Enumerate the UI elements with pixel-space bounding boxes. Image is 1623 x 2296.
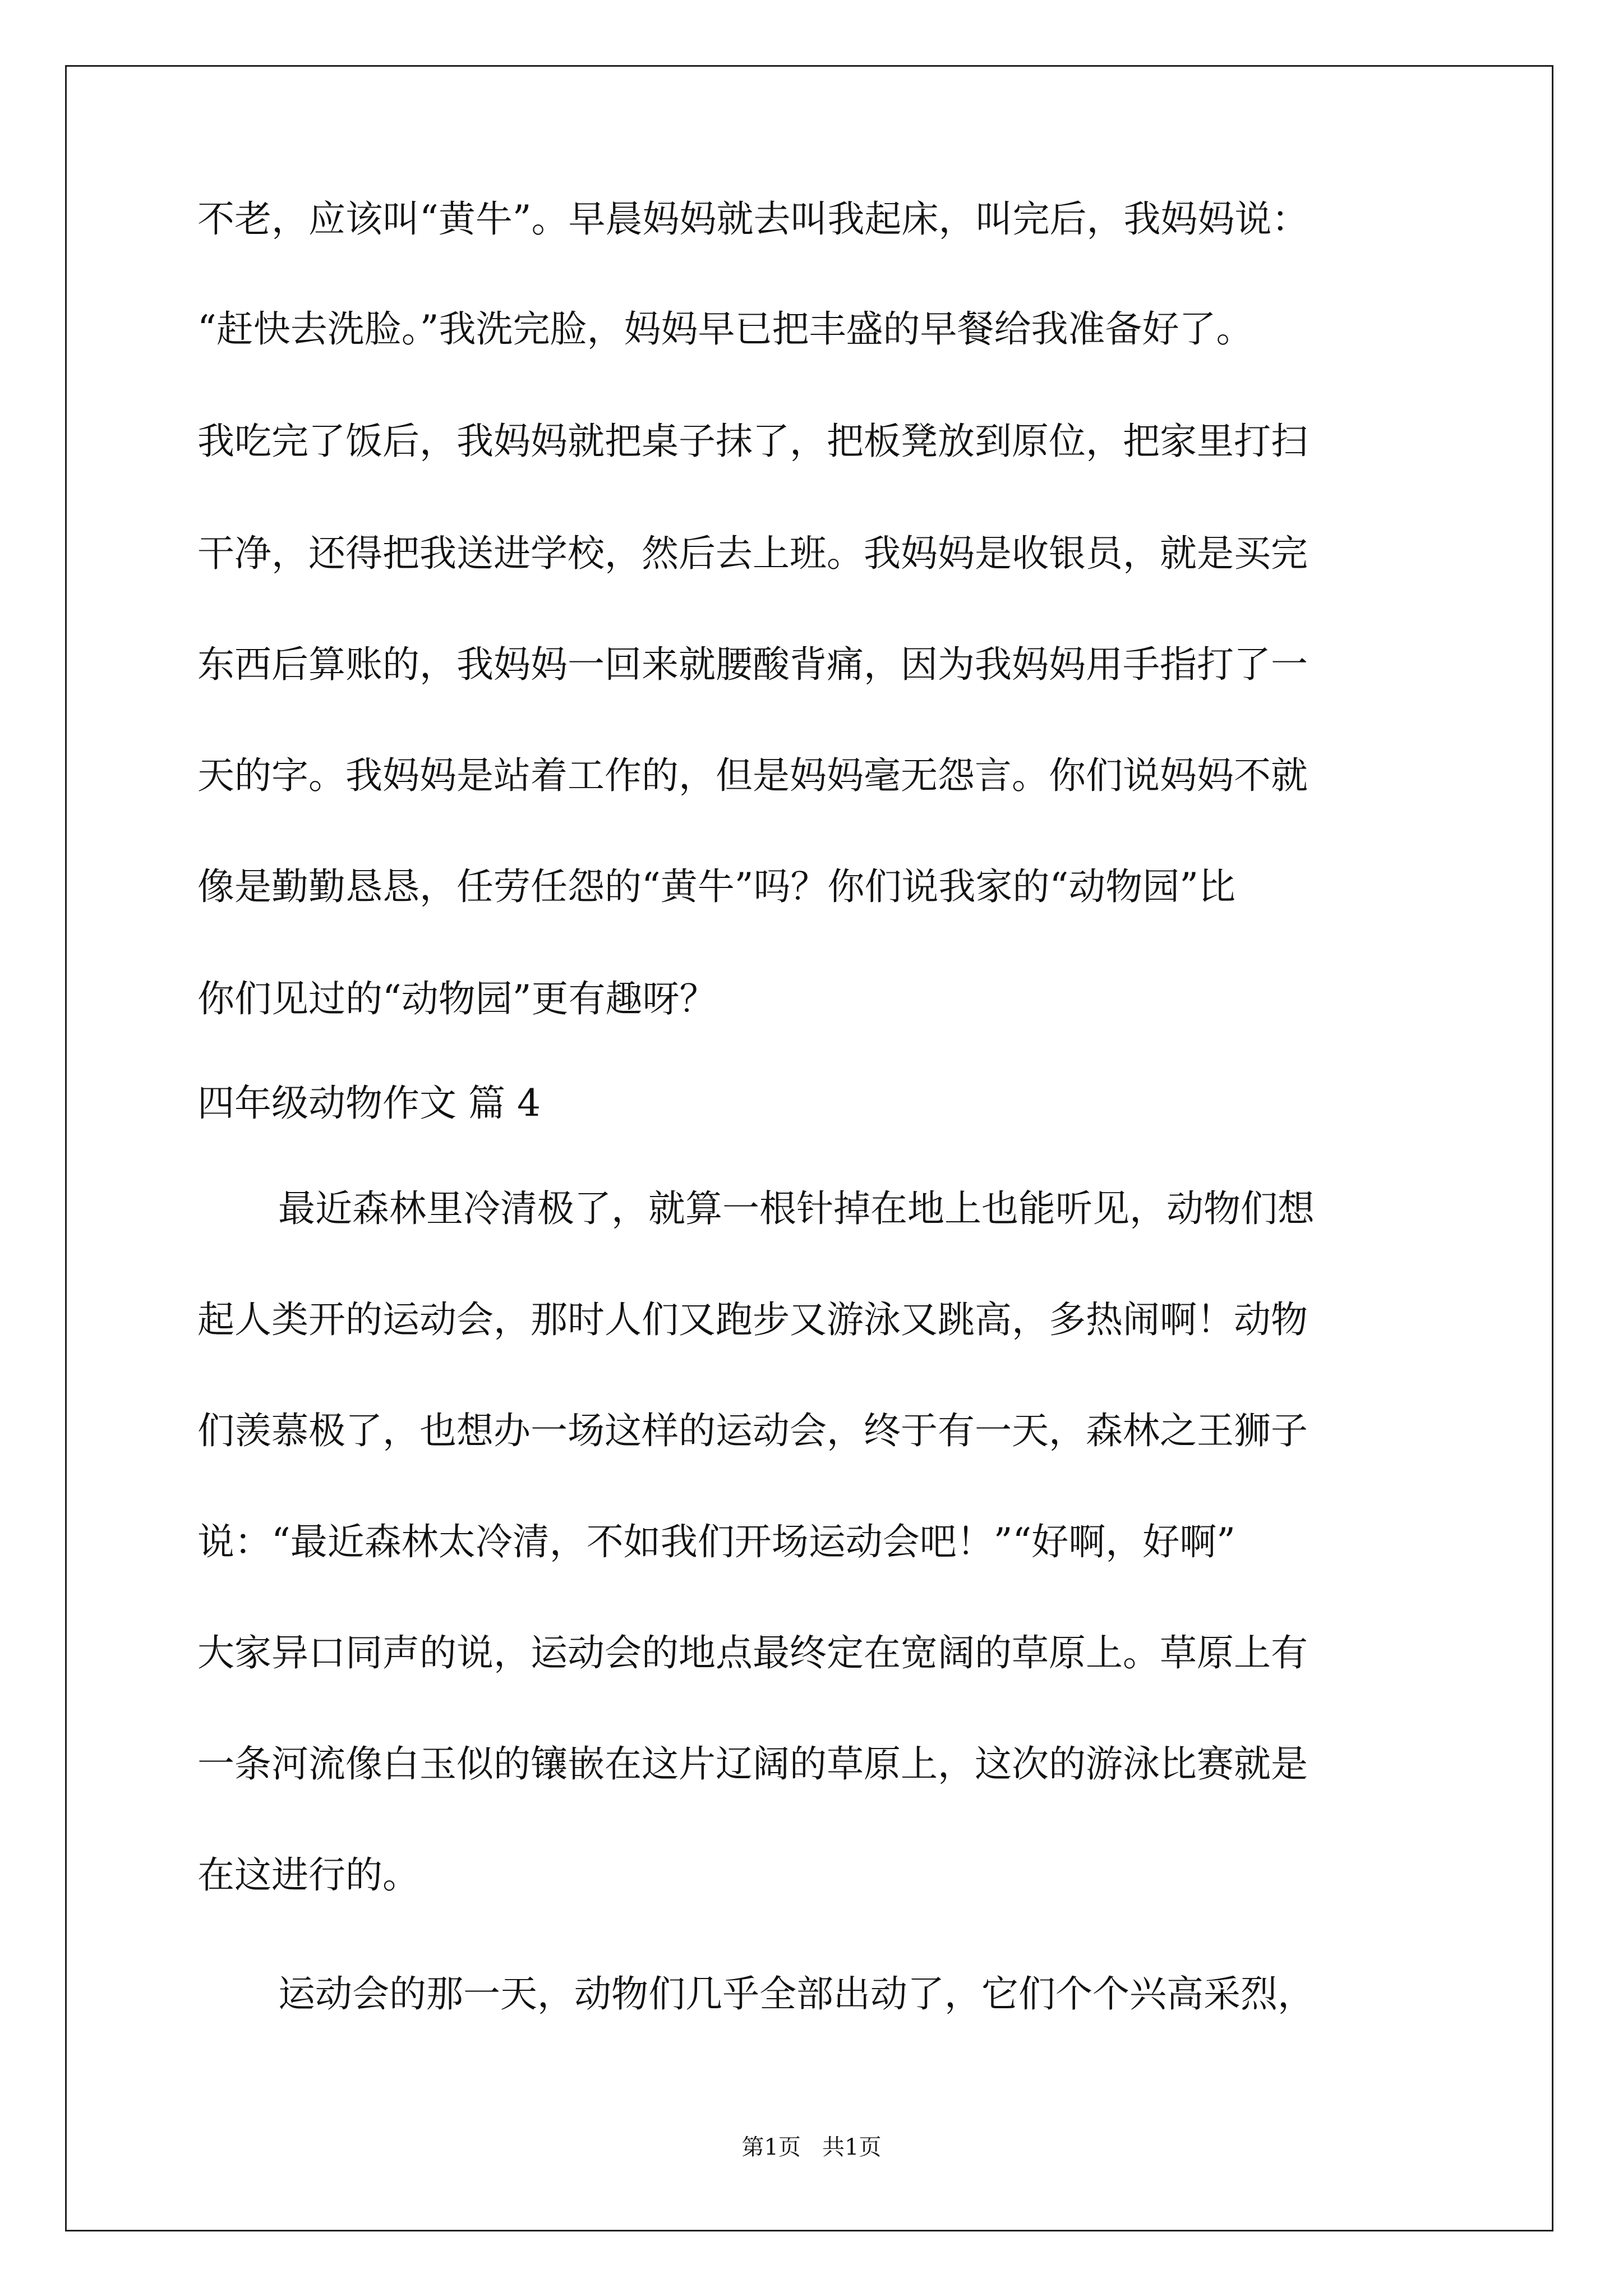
section-heading: 四年级动物作文 篇 4 — [197, 1082, 541, 1125]
text-line: 起人类开的运动会，那时人们又跑步又游泳又跳高，多热闹啊！动物 — [197, 1298, 1308, 1341]
text-line: 大家异口同声的说，运动会的地点最终定在宽阔的草原上。草原上有 — [197, 1631, 1308, 1674]
text-line: “赶快去洗脸。”我洗完脸，妈妈早已把丰盛的早餐给我准备好了。 — [197, 307, 1253, 351]
text-line: 东西后算账的，我妈妈一回来就腰酸背痛，因为我妈妈用手指打了一 — [197, 643, 1308, 686]
text-line: 干净，还得把我送进学校，然后去上班。我妈妈是收银员，就是买完 — [197, 532, 1308, 575]
text-line: 说：“最近森林太冷清，不如我们开场运动会吧！”“好啊，好啊” — [197, 1520, 1235, 1563]
text-line: 天的字。我妈妈是站着工作的，但是妈妈毫无怨言。你们说妈妈不就 — [197, 754, 1308, 797]
page-footer: 第1页 共1页 — [741, 2134, 882, 2160]
page-border — [65, 65, 1553, 2231]
text-line: 们羡慕极了，也想办一场这样的运动会，终于有一天，森林之王狮子 — [197, 1409, 1308, 1452]
text-line: 不老，应该叫“黄牛”。早晨妈妈就去叫我起床，叫完后，我妈妈说： — [197, 197, 1309, 241]
text-line: 我吃完了饭后，我妈妈就把桌子抹了，把板凳放到原位，把家里打扫 — [197, 420, 1308, 463]
text-line: 运动会的那一天，动物们几乎全部出动了，它们个个兴高采烈， — [278, 1972, 1315, 2016]
text-line: 像是勤勤恳恳，任劳任怨的“黄牛”吗？你们说我家的“动物园”比 — [197, 865, 1235, 908]
text-line: 你们见过的“动物园”更有趣呀？ — [197, 977, 717, 1020]
text-line: 一条河流像白玉似的镶嵌在这片辽阔的草原上，这次的游泳比赛就是 — [197, 1742, 1308, 1786]
text-line: 在这进行的。 — [197, 1853, 419, 1897]
text-line: 最近森林里冷清极了，就算一根针掉在地上也能听见，动物们想 — [278, 1187, 1315, 1230]
